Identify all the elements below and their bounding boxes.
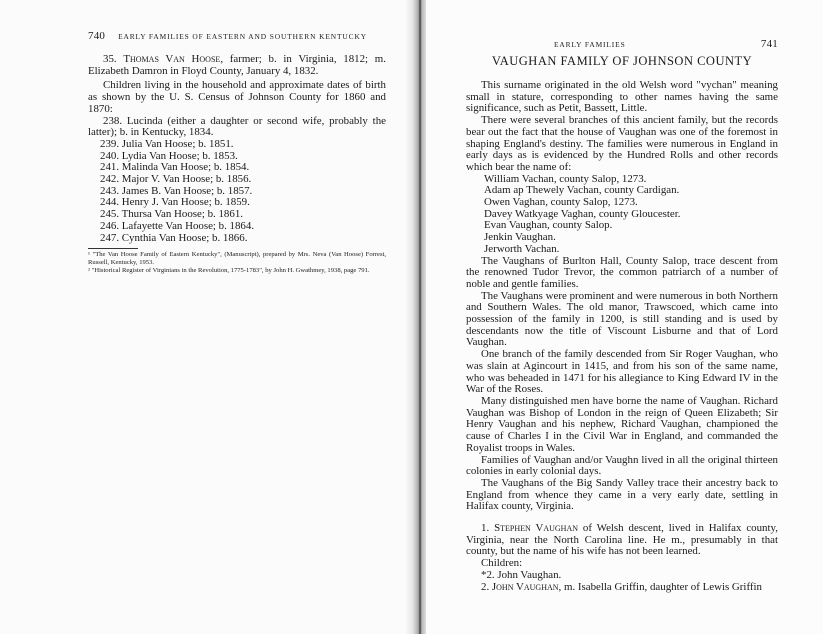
child-240: 240. Lydia Van Hoose; b. 1853. bbox=[100, 149, 238, 162]
footnote-1: ¹ "The Van Hoose Family of Eastern Kentucky", (Manuscript), prepared by Mrs. Neva (Van Hoose) Forrest, Russell, Kentucky, 1953. bbox=[88, 251, 386, 266]
entry-2-name: John Vaughan bbox=[491, 580, 559, 593]
paragraph-big-sandy: The Vaughans of the Big Sandy Valley trace their ancestry back to England from whence they came in a very early date, settling in Halifax county, Virginia. bbox=[466, 476, 778, 513]
list-item: Jenkin Vaughan. bbox=[484, 231, 556, 244]
list-item: Adam ap Thewely Vachan, county Cardigan. bbox=[484, 184, 680, 197]
footnote-rule bbox=[88, 248, 138, 249]
right-running-head: EARLY FAMILIES bbox=[554, 40, 626, 49]
paragraph-sir-roger: One branch of the family descended from Sir Roger Vaughan, who was slain at Agincourt in 1415, and from his son of the same name, who was beheaded in 1471 for his allegiance to King Edward IV in the War of the Roses. bbox=[466, 348, 778, 396]
paragraph-branches: There were several branches of this ancient family, but the records bear out the fact that the house of Vaughan was one of the foremost in shaping England's destiny. The families were numerous in England in early days as is evidenced by the Hundred Rolls and other records which bear the name of: bbox=[466, 114, 778, 173]
children-intro: Children living in the household and approximate dates of birth as shown by the U. S. Census of Johnson County for 1860 and 1870: bbox=[88, 79, 386, 115]
left-page-body bbox=[88, 54, 386, 244]
right-page-body bbox=[466, 80, 778, 593]
entry-1: 1. Stephen Vaughan of Welsh descent, lived in Halifax county, Virginia, near the North Carolina line. He m., presumably in that county, but the name of his wife has not been learned. bbox=[466, 522, 778, 558]
children-label: Children: bbox=[481, 557, 523, 570]
left-running-head: EARLY FAMILIES OF EASTERN AND SOUTHERN KENTUCKY bbox=[118, 32, 367, 41]
paragraph-colonies: Families of Vaughan and/or Vaughn lived in all the original thirteen colonies in early colonial days. bbox=[466, 453, 778, 478]
footnotes bbox=[88, 251, 386, 276]
entry-35: 35. Thomas Van Hoose, farmer; b. in Virginia, 1812; m. Elizabeth Damron in Floyd County, January 4, 1832. bbox=[88, 53, 386, 77]
left-page-number: 740 bbox=[88, 30, 106, 42]
left-page-header bbox=[88, 30, 388, 42]
list-item: William Vachan, county Salop, 1273. bbox=[484, 172, 647, 185]
right-page-header bbox=[514, 38, 778, 50]
child-246: 246. Lafayette Van Hoose; b. 1864. bbox=[100, 219, 255, 232]
child-247: 247. Cynthia Van Hoose; b. 1866. bbox=[100, 231, 248, 244]
entry-2: 2. John Vaughan, m. Isabella Griffin, daughter of Lewis Griffin bbox=[481, 580, 762, 593]
paragraph-burlton: The Vaughans of Burlton Hall, County Salop, trace descent from the renowned Tudor Trevor, the common patriarch of a number of noble and gentle families. bbox=[466, 254, 778, 290]
list-item: Evan Vaughan, county Salop. bbox=[484, 219, 613, 232]
child-241: 241. Malinda Van Hoose; b. 1854. bbox=[100, 161, 250, 174]
paragraph-distinguished: Many distinguished men have borne the name of Vaughan. Richard Vaughan was Bishop of London in the reign of Queen Elizabeth; Sir Henry Vaughan and his nephew, Richard Vaughan, championed the cause of Charles I in the Civil War in England, and commanded the Royalist troops in Wales. bbox=[466, 394, 778, 454]
list-item: Jerworth Vachan. bbox=[484, 242, 560, 255]
paragraph-origin: This surname originated in the old Welsh word "vychan" meaning small in stature, corresponding to other names having the same significance, such as Petit, Bassett, Little. bbox=[466, 79, 778, 115]
footnote-2: ² "Historical Register of Virginians in the Revolution, 1775-1783", by John H. Gwathmey, 1938, page 791. bbox=[88, 267, 370, 275]
right-page-number: 741 bbox=[760, 38, 778, 50]
paragraph-wales: The Vaughans were prominent and were numerous in both Northern and Southern Wales. The old manor, Trawscoed, which came into possession of the family in 1200, is still standing and is used by descendants now the title of Viscount Lisburne and that of Lord Vaughan. bbox=[466, 289, 778, 349]
child-243: 243. James B. Van Hoose; b. 1857. bbox=[100, 184, 253, 197]
page-title: VAUGHAN FAMILY OF JOHNSON COUNTY bbox=[491, 54, 753, 68]
entry-1-name: Stephen Vaughan bbox=[494, 522, 579, 535]
list-item: Owen Vaghan, county Salop, 1273. bbox=[484, 196, 638, 209]
child-2: *2. John Vaughan. bbox=[481, 568, 562, 581]
child-242: 242. Major V. Van Hoose; b. 1856. bbox=[100, 173, 252, 186]
child-239: 239. Julia Van Hoose; b. 1851. bbox=[100, 137, 234, 150]
list-item: Davey Watkyage Vaghan, county Gloucester. bbox=[484, 207, 681, 220]
child-244: 244. Henry J. Van Hoose; b. 1859. bbox=[100, 196, 250, 209]
child-245: 245. Thursa Van Hoose; b. 1861. bbox=[100, 208, 243, 221]
names-list bbox=[484, 174, 778, 256]
child-238: 238. Lucinda (either a daughter or second wife, probably the latter); b. in Kentucky, 1834. bbox=[88, 114, 386, 139]
entry-35-name: Thomas Van Hoose bbox=[123, 53, 221, 65]
